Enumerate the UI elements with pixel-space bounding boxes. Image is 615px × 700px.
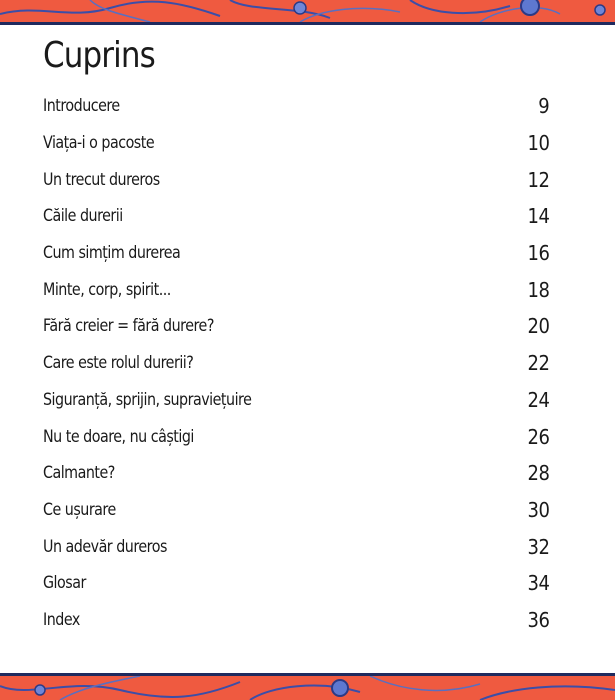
toc-entry: [43, 88, 549, 125]
toc-entry-page-number: 16: [526, 241, 549, 266]
toc-entry-page-number: 12: [526, 167, 549, 192]
toc-entry: [43, 418, 549, 455]
toc-entry: [43, 602, 549, 639]
toc-entry-page-number: 34: [526, 571, 549, 596]
toc-entry: [43, 345, 549, 382]
toc-entry-page-number: 14: [526, 204, 549, 229]
toc-entry-label: Un adevăr dureros: [43, 536, 167, 557]
toc-entry-label: Căile durerii: [43, 206, 123, 227]
toc-entry-label: Fără creier = fără durere?: [43, 316, 214, 337]
toc-entry: [43, 528, 549, 565]
toc-entry: [43, 235, 549, 272]
toc-entry-page-number: 36: [526, 607, 549, 632]
toc-entry: [43, 492, 549, 529]
toc-entry: [43, 382, 549, 419]
toc-list: [43, 88, 549, 638]
toc-entry: [43, 161, 549, 198]
toc-entry: [43, 271, 549, 308]
toc-entry-page-number: 20: [526, 314, 549, 339]
toc-entry-label: Siguranță, sprijin, supraviețuire: [43, 389, 252, 410]
toc-entry-page-number: 24: [526, 387, 549, 412]
toc-entry-label: Nu te doare, nu câștigi: [43, 426, 194, 447]
neuron-pattern-top: [0, 0, 615, 22]
toc-entry-label: Viața-i o pacoste: [43, 133, 155, 154]
toc-entry-label: Index: [43, 609, 80, 630]
toc-entry-page-number: 28: [526, 461, 549, 486]
toc-entry: [43, 125, 549, 162]
toc-entry-label: Minte, corp, spirit...: [43, 279, 171, 300]
toc-entry: [43, 455, 549, 492]
neuron-pattern-bottom: [0, 676, 615, 700]
toc-entry-label: Introducere: [43, 96, 120, 117]
toc-entry-page-number: 9: [537, 94, 549, 119]
toc-entry-label: Ce ușurare: [43, 499, 116, 520]
decorative-top-band: [0, 0, 615, 25]
decorative-bottom-band: [0, 673, 615, 700]
toc-entry-page-number: 26: [526, 424, 549, 449]
toc-entry-label: Care este rolul durerii?: [43, 353, 194, 374]
toc-entry: [43, 565, 549, 602]
toc-entry-page-number: 18: [526, 277, 549, 302]
toc-entry-label: Calmante?: [43, 463, 115, 484]
table-of-contents: [43, 34, 549, 638]
toc-entry-page-number: 10: [526, 131, 549, 156]
toc-entry-page-number: 30: [526, 497, 549, 522]
toc-entry: [43, 308, 549, 345]
toc-entry-label: Glosar: [43, 573, 86, 594]
toc-entry-label: Un trecut dureros: [43, 169, 160, 190]
toc-entry-page-number: 32: [526, 534, 549, 559]
toc-entry-label: Cum simțim durerea: [43, 243, 181, 264]
page-title: Cuprins: [43, 35, 155, 76]
toc-entry-page-number: 22: [526, 351, 549, 376]
toc-entry: [43, 198, 549, 235]
